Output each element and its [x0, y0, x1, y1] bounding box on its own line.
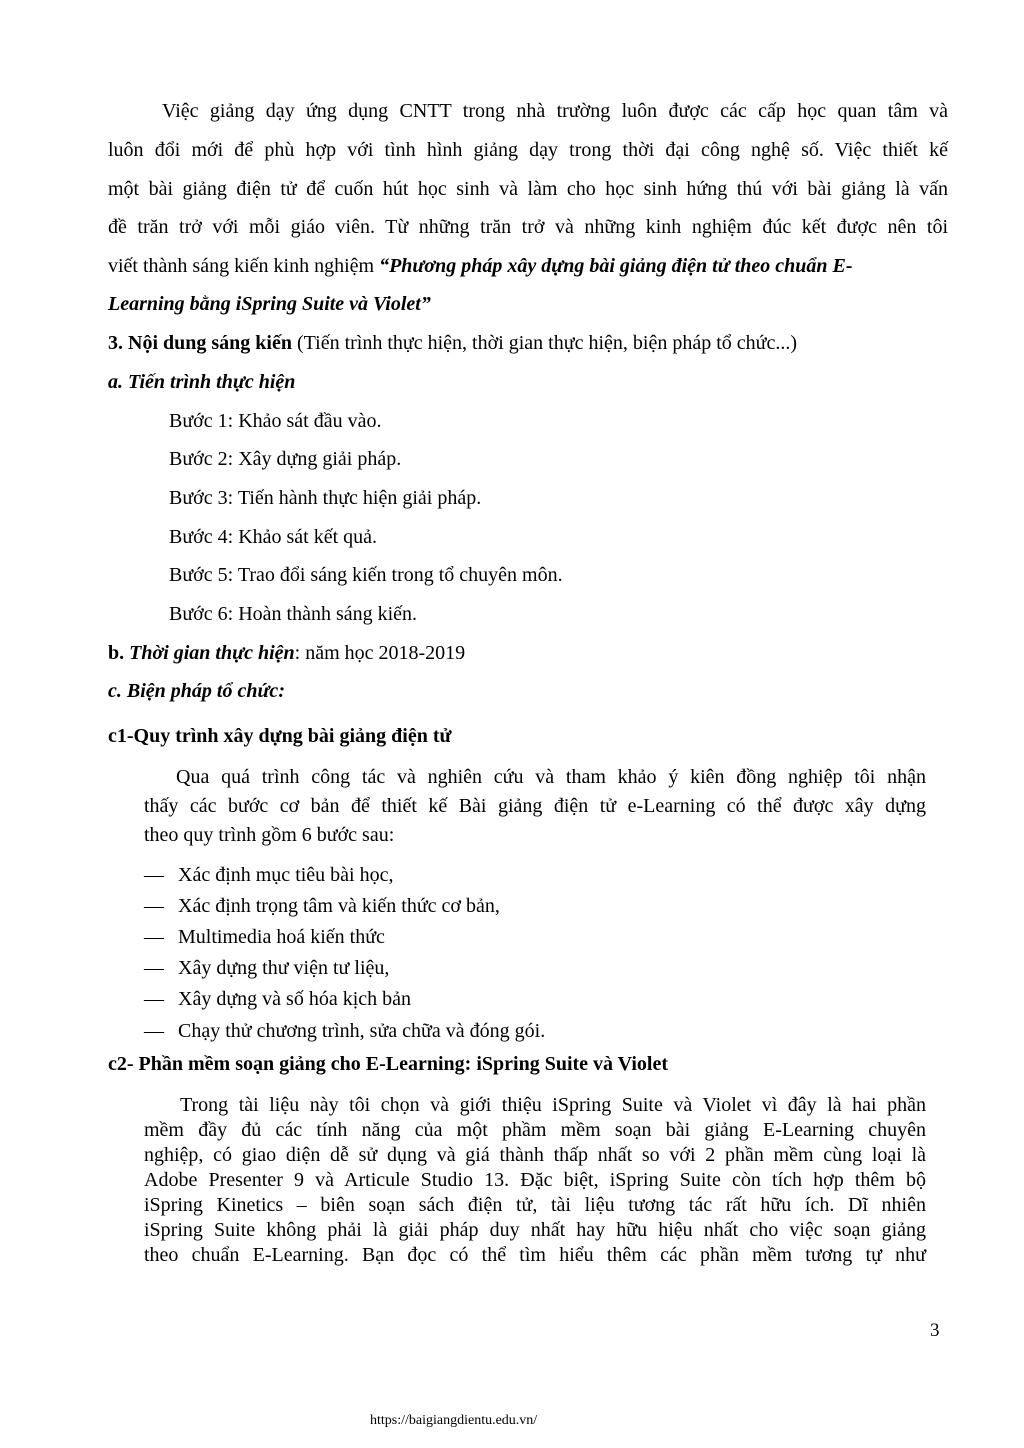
c2-paragraph-line-2: mềm đầy đủ các tính năng của một phầm mềm soạn bài giảng E-Learning chuyên	[144, 1119, 926, 1141]
intro-line-5	[108, 253, 853, 279]
list-item-text: Chạy thử chương trình, sửa chữa và đóng gói.	[178, 1020, 546, 1042]
list-item	[144, 893, 500, 919]
list-item-text: Xác định trọng tâm và kiến thức cơ bản,	[178, 895, 500, 917]
list-item-text: Xây dựng và số hóa kịch bản	[178, 988, 412, 1010]
dash-bullet: —	[144, 926, 164, 948]
c1-paragraph-line-1: Qua quá trình công tác và nghiên cứu và tham khảo ý kiên đồng nghiệp tôi nhận	[176, 766, 926, 788]
c2-paragraph-line-7: theo chuẩn E-Learning. Bạn đọc có thể tìm hiểu thêm các phần mềm tương tự như	[144, 1244, 926, 1266]
section-b-heading: Thời gian thực hiện	[129, 642, 295, 664]
initiative-title-cont: Learning bằng iSpring Suite và Violet”	[108, 293, 431, 315]
intro-line-4: đề trăn trở với mỗi giáo viên. Từ những trăn trở và những kinh nghiệm đúc kết được nên tôi	[108, 216, 948, 238]
step-2: Bước 2: Xây dựng giải pháp.	[169, 448, 402, 470]
list-item	[144, 862, 394, 888]
list-item	[144, 955, 389, 981]
section-b-line	[108, 640, 465, 666]
step-5: Bước 5: Trao đổi sáng kiến trong tổ chuyên môn.	[169, 564, 563, 586]
footer-url[interactable]: https://baigiangdientu.edu.vn/	[370, 1413, 538, 1428]
section-a-heading: a. Tiến trình thực hiện	[108, 371, 296, 393]
list-item	[144, 1018, 545, 1044]
c2-paragraph-line-3: nghiệp, có giao diện dễ sử dụng và giá thành thấp nhất so với 2 phần mềm cùng loại là	[144, 1144, 926, 1166]
c1-paragraph-line-3: theo quy trình gồm 6 bước sau:	[144, 824, 395, 846]
list-item-text: Xác định mục tiêu bài học,	[178, 864, 394, 886]
dash-bullet: —	[144, 1020, 164, 1042]
section-b-label: b.	[108, 642, 130, 664]
initiative-title: “Phương pháp xây dựng bài giảng điện tử theo chuẩn E-	[379, 255, 853, 277]
dash-bullet: —	[144, 895, 164, 917]
c2-paragraph-line-6: iSpring Suite không phải là giải pháp duy nhất hay hữu hiệu nhất cho việc soạn giảng	[144, 1219, 926, 1241]
section-3-heading-line	[108, 330, 797, 356]
list-item	[144, 986, 411, 1012]
c2-paragraph-line-1: Trong tài liệu này tôi chọn và giới thiệu iSpring Suite và Violet vì đây là hai phần	[180, 1094, 926, 1116]
intro-line-5-text: viết thành sáng kiến kinh nghiệm	[108, 255, 380, 277]
step-6: Bước 6: Hoàn thành sáng kiến.	[169, 603, 418, 625]
dash-bullet: —	[144, 957, 164, 979]
c2-paragraph-line-5: iSpring Kinetics – biên soạn sách điện tử, tài liệu tương tác rất hữu ích. Dĩ nhiên	[144, 1194, 926, 1216]
list-item	[144, 924, 385, 950]
step-1: Bước 1: Khảo sát đầu vào.	[169, 410, 382, 432]
step-4: Bước 4: Khảo sát kết quả.	[169, 526, 378, 548]
list-item-text: Multimedia hoá kiến thức	[178, 926, 385, 948]
list-item-text: Xây dựng thư viện tư liệu,	[178, 957, 390, 979]
c1-heading: c1-Quy trình xây dựng bài giảng điện tử	[108, 725, 452, 747]
section-3-heading: 3. Nội dung sáng kiến	[108, 332, 292, 354]
intro-line-2: luôn đổi mới để phù hợp với tình hình giảng dạy trong thời đại công nghệ số. Việc thiết kế	[108, 139, 948, 161]
section-b-value: : năm học 2018-2019	[294, 642, 466, 664]
c2-paragraph-line-4: Adobe Presenter 9 và Articule Studio 13. Đặc biệt, iSpring Suite còn tích hợp thêm bộ	[144, 1169, 926, 1191]
intro-line-3: một bài giảng điện tử để cuốn hút học sinh và làm cho học sinh hứng thú với bài giảng là vấn	[108, 178, 948, 200]
page-number: 3	[930, 1320, 940, 1341]
dash-bullet: —	[144, 864, 164, 886]
section-3-note: (Tiến trình thực hiện, thời gian thực hiện, biện pháp tổ chức...)	[291, 332, 798, 354]
section-c-heading: c. Biện pháp tổ chức:	[108, 680, 285, 702]
intro-line-1: Việc giảng dạy ứng dụng CNTT trong nhà trường luôn được các cấp học quan tâm và	[162, 100, 948, 122]
c1-paragraph-line-2: thấy các bước cơ bản để thiết kế Bài giảng điện tử e-Learning có thể được xây dựng	[144, 795, 926, 817]
c2-heading: c2- Phần mềm soạn giảng cho E-Learning: iSpring Suite và Violet	[108, 1053, 669, 1075]
dash-bullet: —	[144, 988, 164, 1010]
step-3: Bước 3: Tiến hành thực hiện giải pháp.	[169, 487, 482, 509]
